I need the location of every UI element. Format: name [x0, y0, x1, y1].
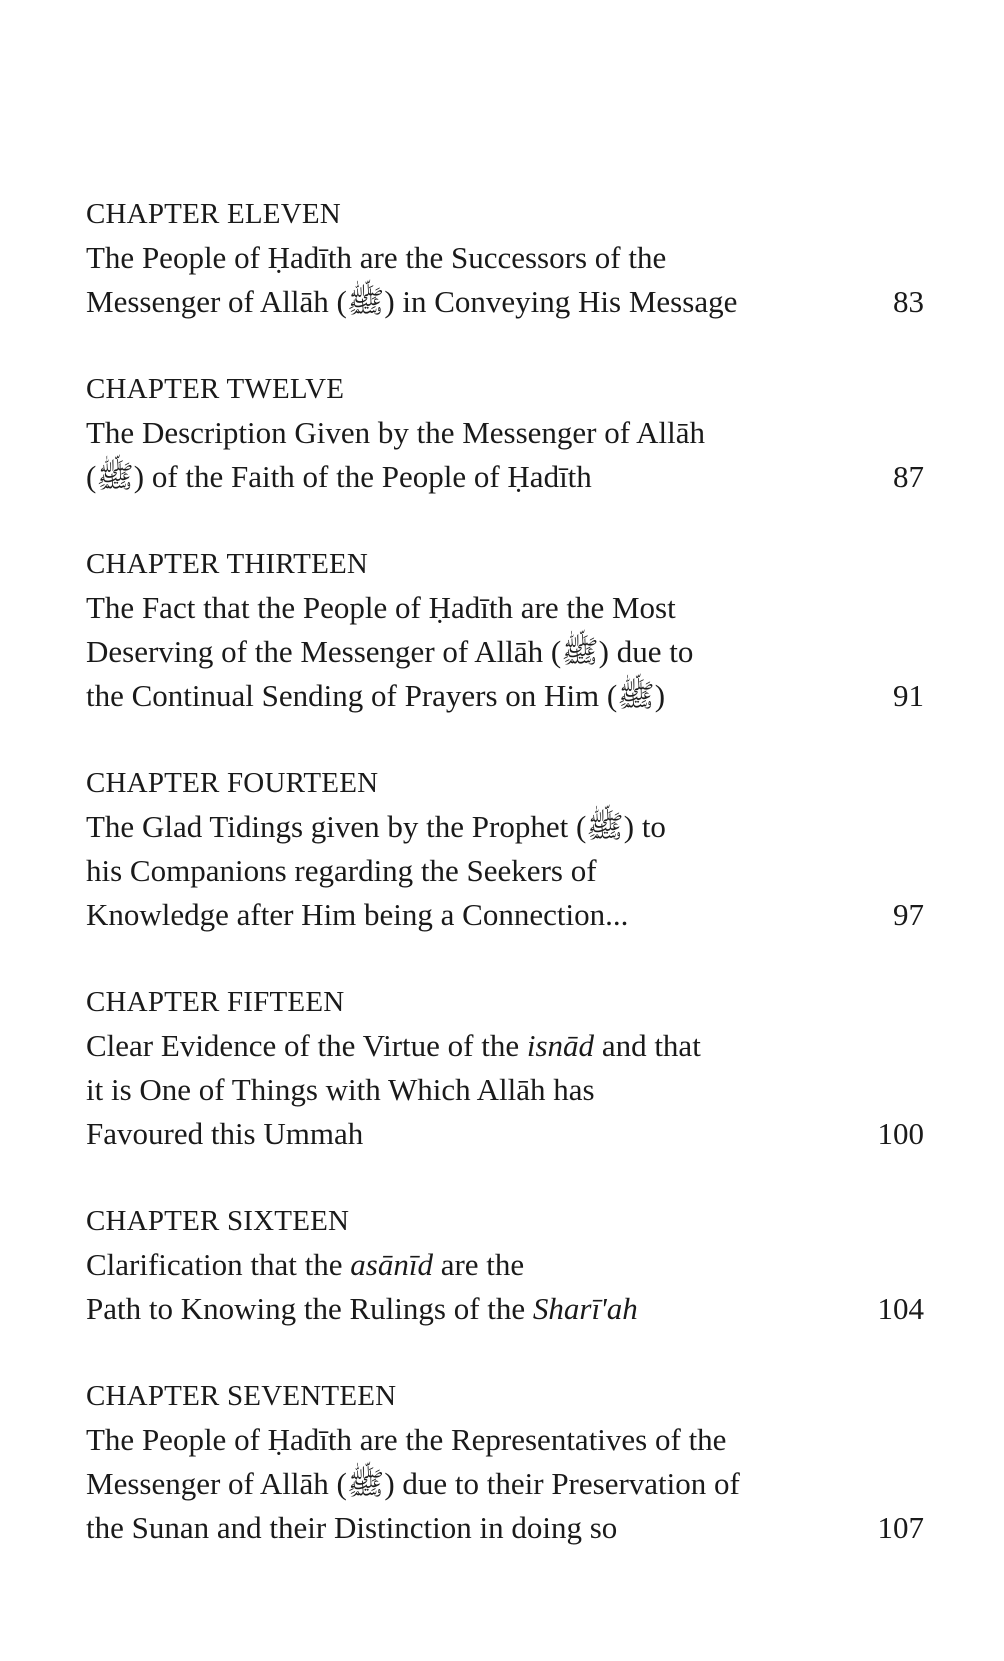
chapter-title-line: The Description Given by the Messenger of Allāh — [86, 415, 705, 450]
page-number: 100 — [877, 1116, 924, 1151]
chapter-title-line: Messenger of Allāh (ﷺ) due to their Preservation of — [86, 1466, 740, 1501]
chapter-label: CHAPTER ELEVEN — [86, 198, 341, 230]
chapter-title-line: The People of Ḥadīth are the Successors of the — [86, 240, 667, 275]
chapter-title-line: Deserving of the Messenger of Allāh (ﷺ) due to — [86, 634, 694, 669]
chapter-title-line: The People of Ḥadīth are the Representatives of the — [86, 1422, 727, 1457]
toc-entry — [86, 367, 924, 499]
chapter-title-line: his Companions regarding the Seekers of — [86, 853, 597, 888]
title-text: and that — [594, 1028, 701, 1063]
chapter-title — [86, 805, 836, 937]
title-text: Path to Knowing the Rulings of the — [86, 1291, 533, 1326]
chapter-title-line: The Glad Tidings given by the Prophet (ﷺ) to — [86, 809, 666, 844]
toc-entry — [86, 192, 924, 324]
chapter-title-line: Messenger of Allāh (ﷺ) in Conveying His Message — [86, 284, 738, 319]
chapter-title-line: Favoured this Ummah — [86, 1116, 364, 1151]
chapter-title-line: the Continual Sending of Prayers on Him (ﷺ) — [86, 678, 666, 713]
chapter-label: CHAPTER FOURTEEN — [86, 767, 379, 799]
title-text: are the — [432, 1247, 525, 1282]
chapter-label: CHAPTER THIRTEEN — [86, 548, 369, 580]
chapter-title-line: the Sunan and their Distinction in doing so — [86, 1510, 618, 1545]
page-number: 104 — [877, 1291, 924, 1326]
chapter-title-row — [86, 236, 924, 324]
toc-entry — [86, 1374, 924, 1550]
page-number: 97 — [893, 897, 924, 932]
table-of-contents — [86, 192, 924, 1593]
chapter-title — [86, 236, 836, 324]
toc-entry — [86, 761, 924, 937]
chapter-title — [86, 1243, 836, 1331]
page-number: 83 — [893, 284, 924, 319]
chapter-title-line: The Fact that the People of Ḥadīth are the Most — [86, 590, 676, 625]
chapter-title — [86, 1418, 836, 1550]
chapter-title-line: it is One of Things with Which Allāh has — [86, 1072, 595, 1107]
italic-term: Sharī'ah — [532, 1291, 638, 1326]
chapter-title-line — [86, 1243, 836, 1287]
chapter-title-line: (ﷺ) of the Faith of the People of Ḥadīth — [86, 459, 592, 494]
chapter-label: CHAPTER TWELVE — [86, 373, 345, 405]
italic-term: asānīd — [350, 1247, 433, 1282]
chapter-title-row — [86, 411, 924, 499]
chapter-title-line — [86, 1024, 836, 1068]
chapter-title-row — [86, 805, 924, 937]
chapter-title-line — [86, 1287, 836, 1331]
chapter-title-row — [86, 586, 924, 718]
chapter-title — [86, 411, 836, 499]
chapter-label: CHAPTER FIFTEEN — [86, 986, 345, 1018]
chapter-label: CHAPTER SEVENTEEN — [86, 1380, 397, 1412]
page-number: 107 — [877, 1510, 924, 1545]
page-number: 91 — [893, 678, 924, 713]
page-number: 87 — [893, 459, 924, 494]
toc-entry — [86, 980, 924, 1156]
chapter-title — [86, 586, 836, 718]
toc-entry — [86, 1199, 924, 1331]
toc-entry — [86, 542, 924, 718]
chapter-title-row — [86, 1418, 924, 1550]
chapter-title-row — [86, 1243, 924, 1331]
chapter-title-line: Knowledge after Him being a Connection... — [86, 897, 629, 932]
italic-term: isnād — [526, 1028, 595, 1063]
title-text: Clarification that the — [86, 1247, 351, 1282]
chapter-label: CHAPTER SIXTEEN — [86, 1205, 350, 1237]
chapter-title-row — [86, 1024, 924, 1156]
chapter-title — [86, 1024, 836, 1156]
title-text: Clear Evidence of the Virtue of the — [86, 1028, 527, 1063]
